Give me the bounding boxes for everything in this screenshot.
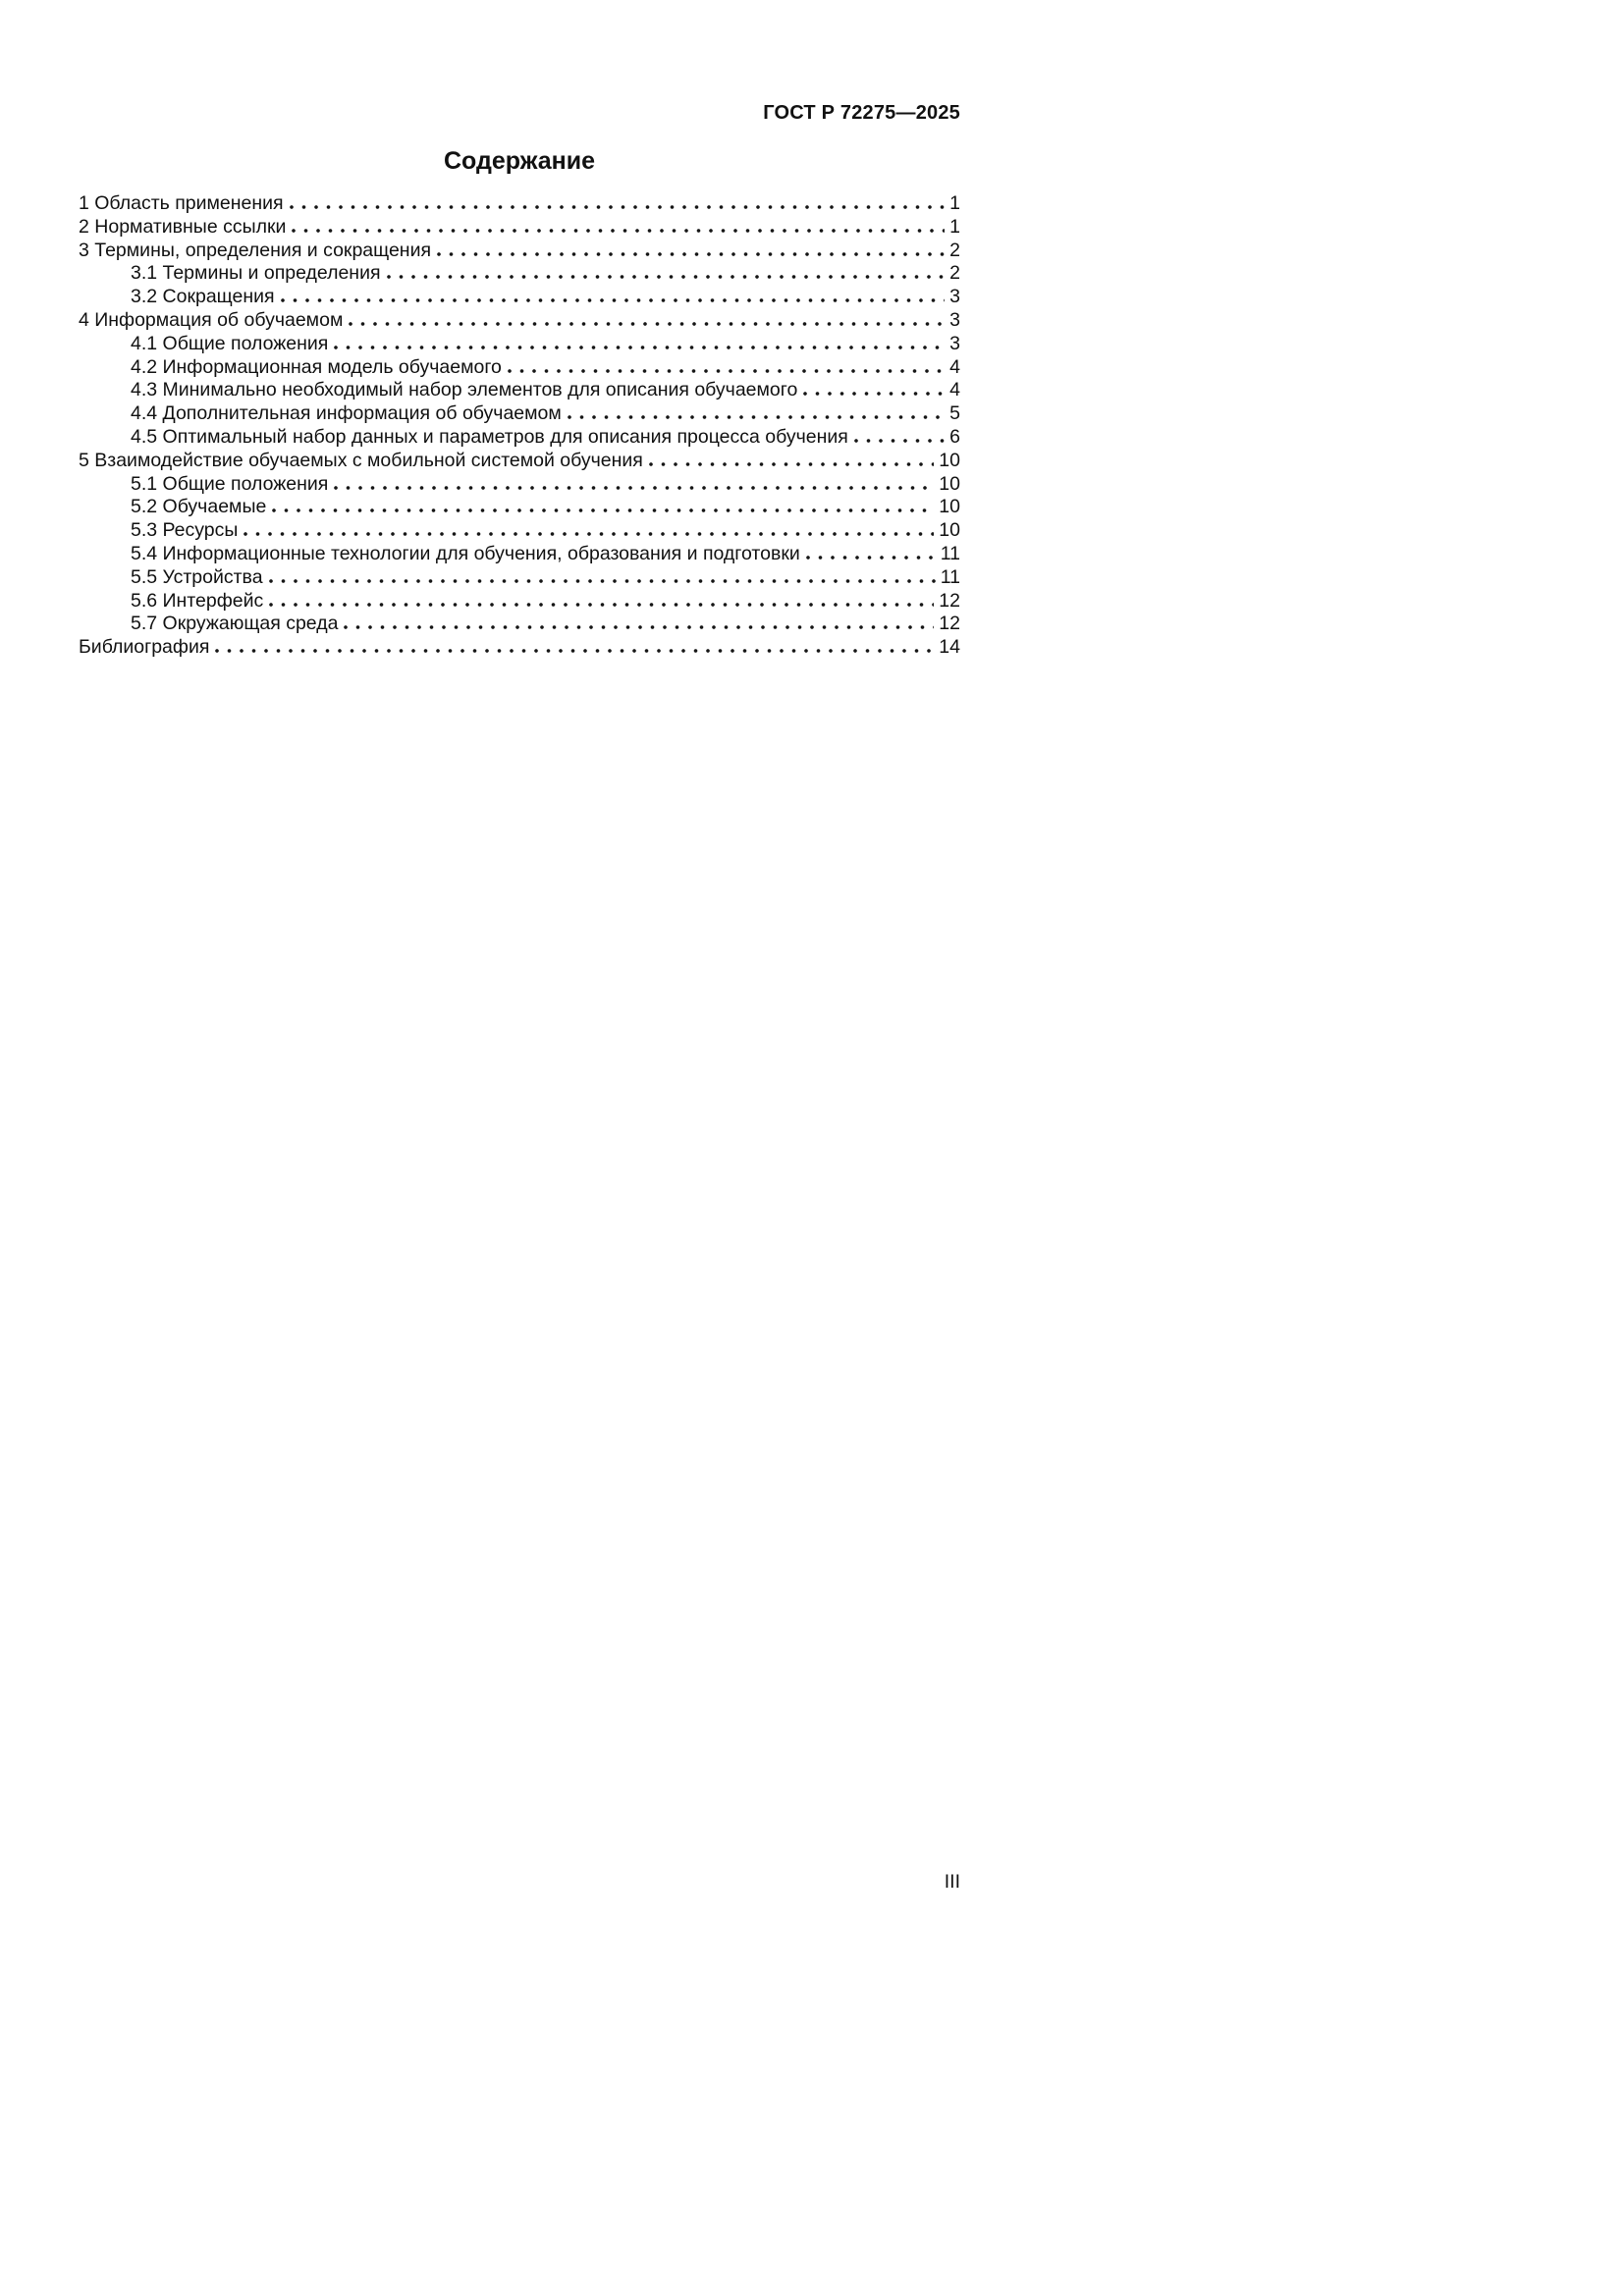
doc-code: ГОСТ Р 72275—2025: [763, 102, 960, 124]
toc-entry-page: 3: [949, 308, 960, 331]
toc-entry: [79, 426, 960, 450]
toc-entry: [79, 309, 960, 333]
toc-entry: [79, 543, 960, 566]
toc-entry-page: 11: [940, 542, 960, 564]
toc-entry-page: 4: [949, 355, 960, 378]
document-footer: [79, 1871, 960, 1894]
toc-entry: [79, 566, 960, 590]
dot-leader: [290, 205, 946, 209]
toc-entry-page: 6: [949, 425, 960, 448]
dot-leader: [508, 369, 945, 373]
toc-entry: [79, 450, 960, 473]
page-number: III: [944, 1871, 960, 1893]
toc-entry: [79, 402, 960, 426]
toc-entry-page: 3: [949, 286, 960, 308]
dot-leader: [244, 532, 934, 536]
toc-entry-page: 10: [939, 472, 960, 495]
toc-entry-page: 2: [949, 262, 960, 285]
table-of-contents: [79, 192, 960, 660]
toc-entry-label: 5.2 Обучаемые: [131, 496, 267, 518]
toc-entry-page: 3: [949, 332, 960, 354]
toc-entry-label: 4.1 Общие положения: [131, 332, 329, 354]
toc-entry-page: 14: [939, 636, 960, 659]
toc-entry-page: 5: [949, 402, 960, 425]
toc-entry: [79, 590, 960, 614]
toc-entry: [79, 262, 960, 286]
toc-entry-label: 3.1 Термины и определения: [131, 262, 381, 285]
dot-leader: [806, 556, 936, 560]
toc-entry-label: 5.6 Интерфейс: [131, 589, 264, 612]
toc-entry: [79, 216, 960, 240]
toc-entry-label: 4.5 Оптимальный набор данных и параметров для описания процесса обучения: [131, 425, 848, 448]
toc-entry: [79, 240, 960, 263]
page-title: Содержание: [443, 147, 596, 175]
toc-entry: [79, 496, 960, 519]
toc-entry: [79, 192, 960, 216]
toc-entry-page: 12: [939, 613, 960, 635]
dot-leader: [803, 392, 945, 396]
toc-entry: [79, 333, 960, 356]
toc-entry: [79, 379, 960, 402]
toc-entry-page: 12: [939, 589, 960, 612]
toc-entry-label: 2 Нормативные ссылки: [79, 215, 287, 238]
toc-entry-label: 4 Информация об обучаемом: [79, 308, 344, 331]
dot-leader: [344, 625, 934, 629]
toc-entry-label: 3.2 Сокращения: [131, 286, 275, 308]
toc-entry: [79, 473, 960, 497]
toc-entry-label: 5.1 Общие положения: [131, 472, 329, 495]
toc-entry: [79, 286, 960, 309]
toc-entry-label: 5.5 Устройства: [131, 565, 263, 588]
toc-entry-page: 10: [939, 496, 960, 518]
dot-leader: [387, 275, 946, 279]
dot-leader: [649, 462, 934, 466]
dot-leader: [334, 346, 945, 349]
toc-entry-page: 1: [949, 215, 960, 238]
dot-leader: [272, 508, 934, 512]
toc-entry-label: 5.7 Окружающая среда: [131, 613, 339, 635]
toc-entry-page: 11: [940, 565, 960, 588]
toc-entry-label: 1 Область применения: [79, 192, 284, 214]
toc-entry-label: 4.4 Дополнительная информация об обучаемом: [131, 402, 562, 425]
toc-entry: [79, 613, 960, 636]
dot-leader: [269, 579, 936, 583]
dot-leader: [437, 252, 945, 256]
dot-leader: [334, 486, 934, 490]
dot-leader: [269, 603, 934, 607]
toc-entry-label: 5.3 Ресурсы: [131, 519, 239, 542]
dot-leader: [568, 415, 945, 419]
dot-leader: [349, 322, 945, 326]
document-header: [79, 102, 960, 125]
toc-entry: [79, 356, 960, 380]
toc-entry-label: 3 Термины, определения и сокращения: [79, 239, 432, 261]
toc-entry-page: 1: [949, 192, 960, 214]
toc-entry-label: 5 Взаимодействие обучаемых с мобильной системой обучения: [79, 449, 643, 471]
toc-entry-label: Библиография: [79, 636, 210, 659]
toc-entry-page: 2: [949, 239, 960, 261]
dot-leader: [215, 649, 934, 653]
dot-leader: [292, 229, 945, 233]
dot-leader: [854, 439, 945, 443]
toc-entry: [79, 636, 960, 660]
toc-entry-label: 5.4 Информационные технологии для обучения, образования и подготовки: [131, 542, 800, 564]
toc-entry-page: 10: [939, 519, 960, 542]
toc-entry-page: 4: [949, 379, 960, 401]
toc-entry-page: 10: [939, 449, 960, 471]
dot-leader: [281, 298, 946, 302]
toc-entry: [79, 519, 960, 543]
toc-entry-label: 4.2 Информационная модель обучаемого: [131, 355, 502, 378]
toc-entry-label: 4.3 Минимально необходимый набор элементов для описания обучаемого: [131, 379, 798, 401]
